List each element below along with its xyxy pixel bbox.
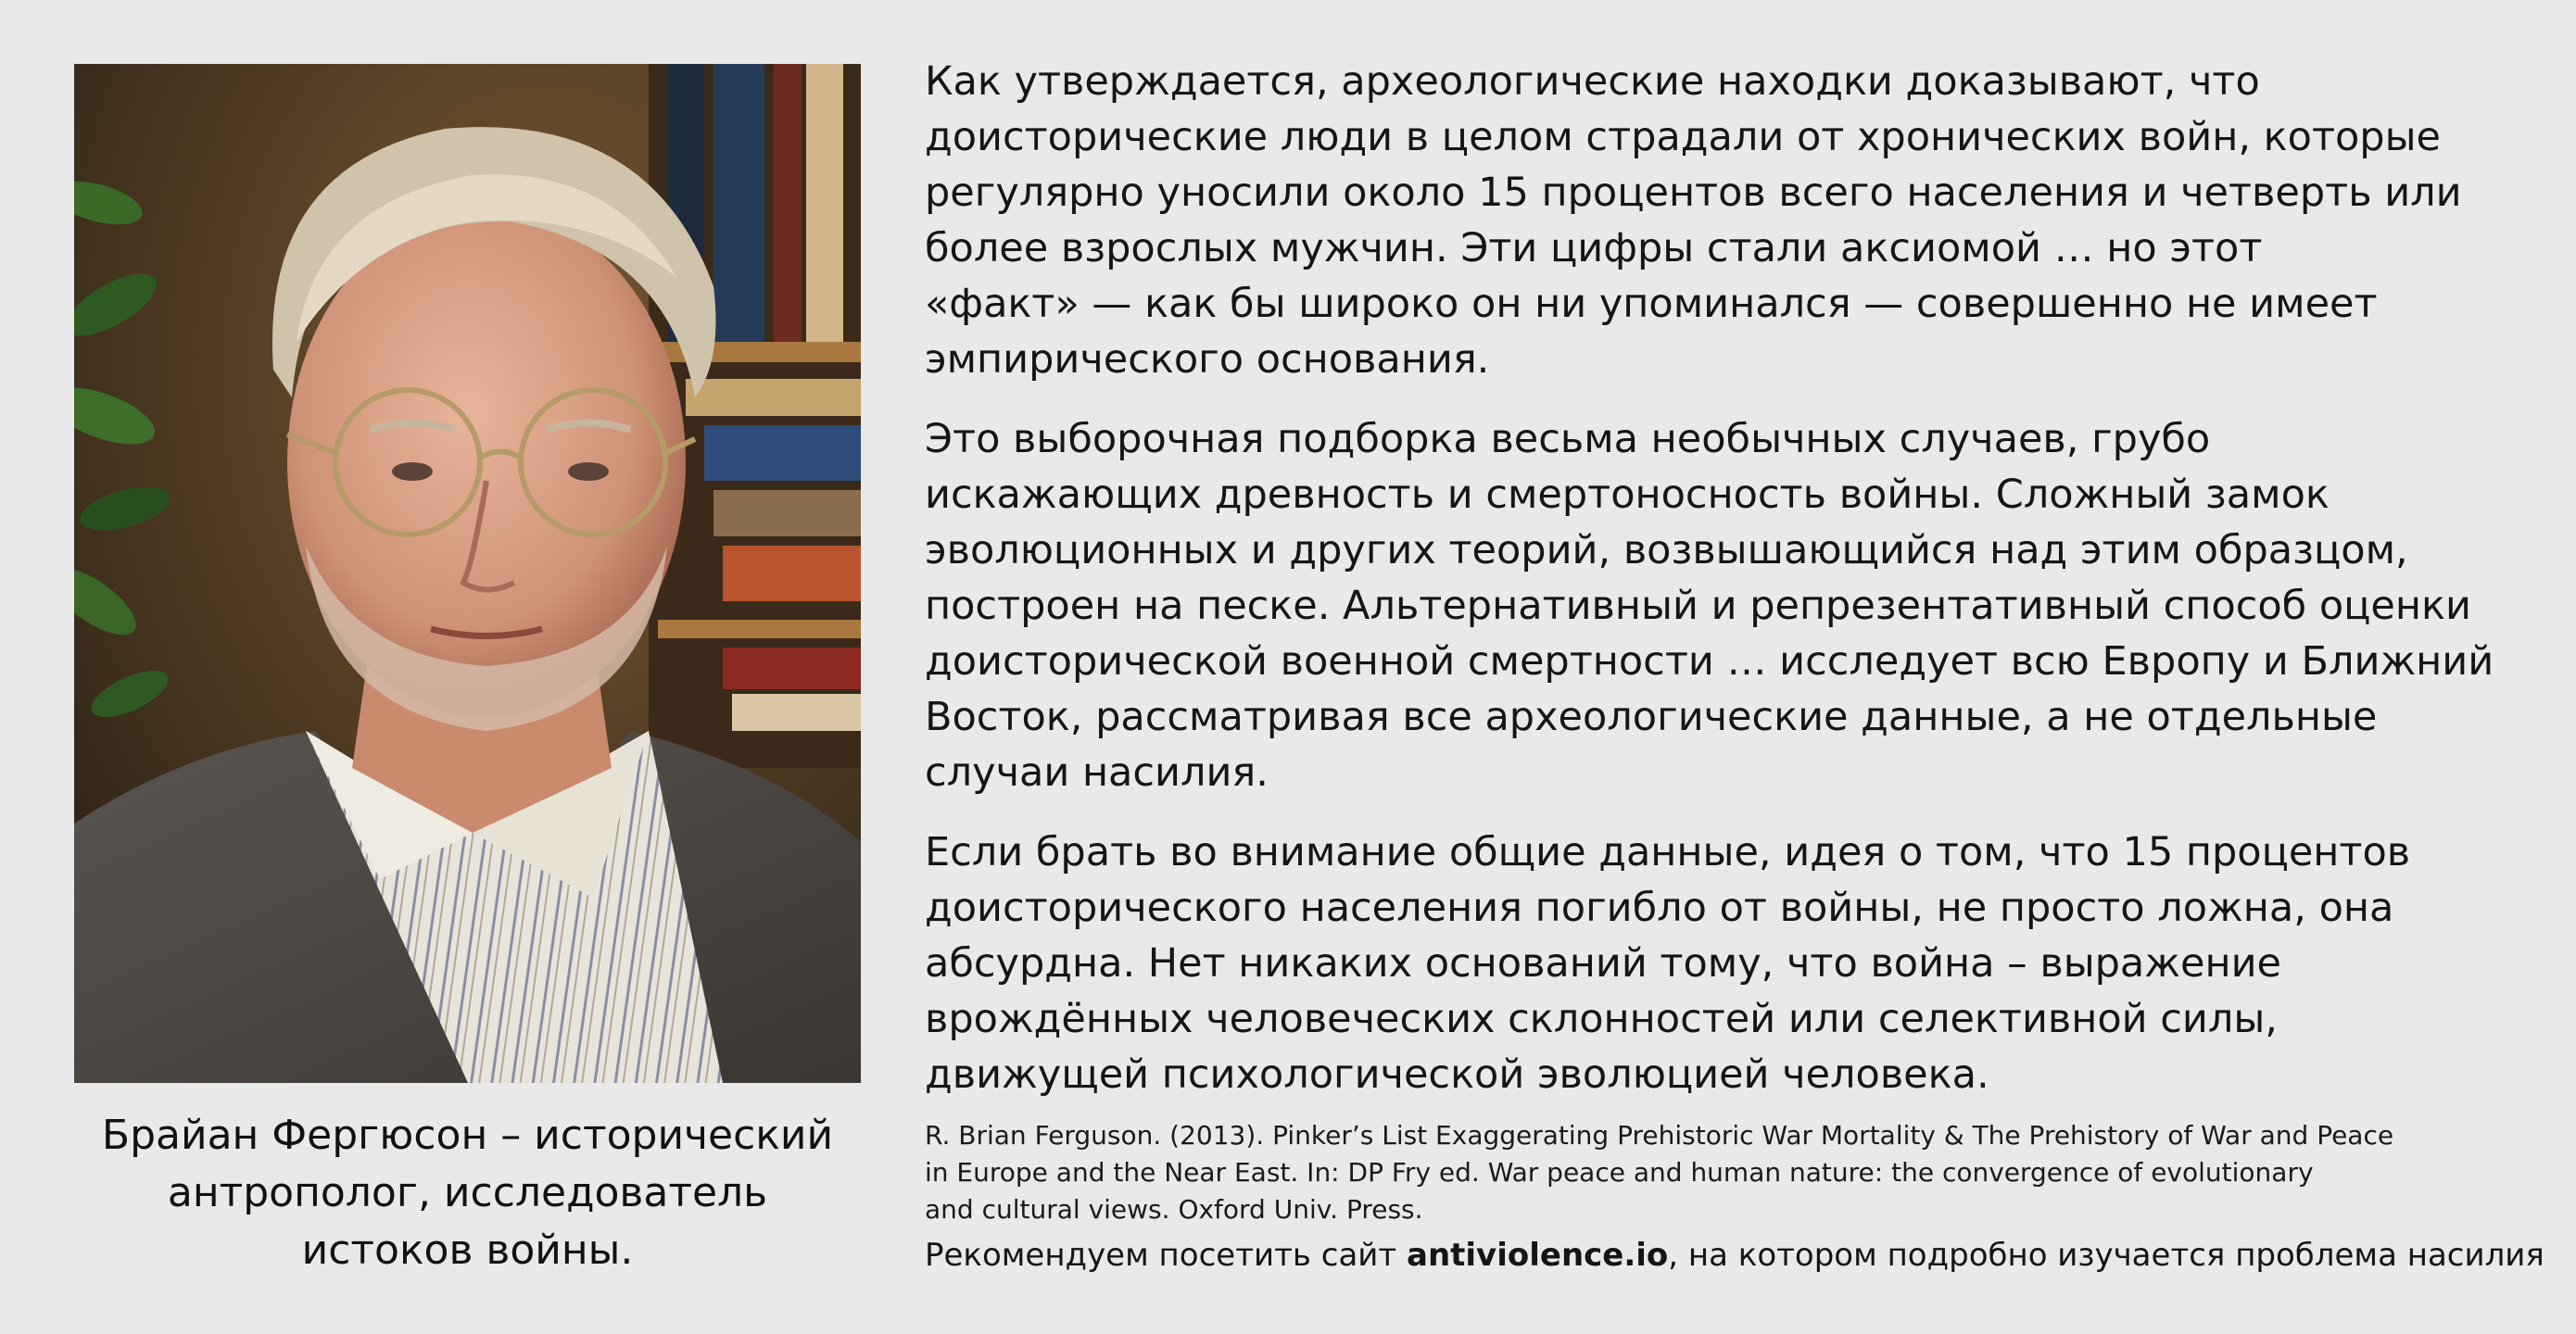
quote-body (925, 54, 2542, 1126)
caption-line: антрополог, исследователь (167, 1169, 768, 1216)
caption-line: истоков войны. (301, 1227, 634, 1274)
site-recommendation (925, 1234, 2542, 1277)
recommend-prefix: Рекомендуем посетить сайт (925, 1237, 1407, 1274)
caption-line: Брайан Фергюсон – исторический (101, 1112, 834, 1159)
recommend-suffix: , на котором подробно изучается проблема насилия (1668, 1237, 2544, 1274)
citation: R. Brian Ferguson. (2013). Pinker’s List Exaggerating Prehistoric War Mortality & The Prehistory of War and Peace in Europe and the Near East. In: DP Fry ed. War peace and human nature: the convergence of evolutionary and cultural views. Oxford Univ. Press. (925, 1120, 2394, 1225)
quote-paragraph: Как утверждается, археологические находки доказывают, что доисторические люди в целом страдали от хронических войн, которые регулярно уносили около 15 процентов всего населения и четверть или более взрослых мужчин. Эти цифры стали аксиомой … но этот «факт» — как бы широко он ни упоминался — совершенно не имеет эмпирического основания. (925, 58, 2462, 383)
portrait-photo (74, 64, 861, 1083)
portrait-image (74, 64, 861, 1083)
site-link[interactable]: antiviolence.io (1407, 1237, 1669, 1274)
portrait-caption (37, 1107, 898, 1279)
quote-paragraph: Если брать во внимание общие данные, идея о том, что 15 процентов доисторического населения погибло от войны, не просто ложна, она абсурдна. Нет никаких оснований тому, что война – выражение врождённых человеческих склонностей или селективной силы, движущей психологической эволюцией человека. (925, 829, 2411, 1098)
quote-paragraph: Это выборочная подборка весьма необычных случаев, грубо искажающих древность и смертоносность войны. Сложный замок эволюционных и других теорий, возвышающийся над этим образцом, построен на песке. Альтернативный и репрезентативный способ оценки доисторической военной смертности … исследует всю Европу и Ближний Восток, рассматривая все археологические данные, а не отдельные случаи насилия. (925, 416, 2494, 796)
